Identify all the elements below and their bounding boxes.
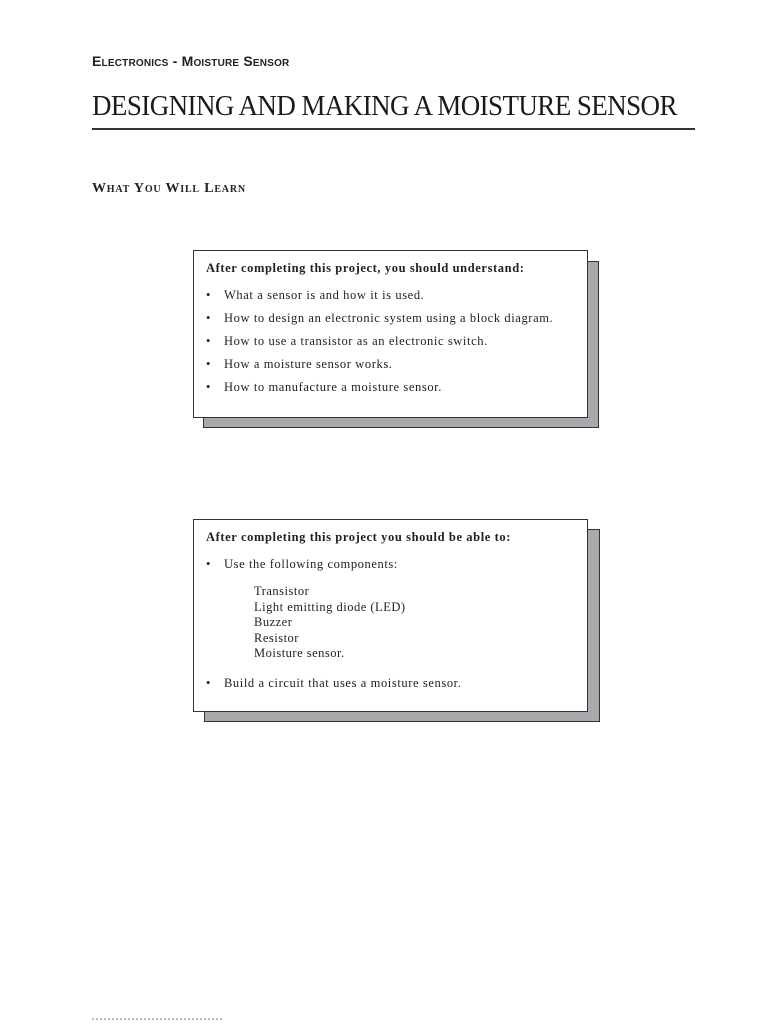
list-item	[206, 357, 577, 372]
list-item	[206, 311, 577, 326]
list-item	[206, 288, 577, 303]
bullet-icon: •	[206, 675, 211, 690]
list-item	[206, 676, 577, 691]
section-heading-what-you-will-learn: What You Will Learn	[92, 181, 246, 196]
list-item-text: What a sensor is and how it is used.	[224, 288, 425, 302]
footer-cutoff-text	[92, 1018, 222, 1024]
box-understand-title: After completing this project, you should understand:	[206, 261, 525, 275]
list-item-text: How a moisture sensor works.	[224, 357, 393, 371]
able-list-2	[206, 676, 577, 691]
component-item: Buzzer	[254, 615, 293, 630]
list-item	[206, 557, 577, 572]
bullet-icon: •	[206, 288, 211, 302]
page-title: DESIGNING AND MAKING A MOISTURE SENSOR	[92, 90, 677, 122]
list-item-text: Use the following components:	[224, 557, 398, 571]
list-item	[206, 380, 577, 395]
component-item: Resistor	[254, 630, 299, 645]
box-able	[193, 519, 588, 712]
bullet-icon: •	[206, 311, 211, 325]
list-item	[206, 334, 577, 349]
component-item: Transistor	[254, 584, 310, 598]
bullet-icon: •	[206, 557, 211, 571]
bullet-icon: •	[206, 334, 211, 348]
components-list	[254, 584, 577, 662]
component-item: Light emitting diode (LED)	[254, 599, 406, 614]
page-header-breadcrumb: Electronics - Moisture Sensor	[92, 53, 290, 69]
title-divider	[92, 128, 695, 130]
bullet-icon: •	[206, 380, 211, 394]
list-item-text: How to manufacture a moisture sensor.	[224, 380, 442, 394]
list-item-text: How to design an electronic system using a block diagram.	[224, 311, 554, 325]
box-able-title: After completing this project you should be able to:	[206, 530, 512, 544]
box-understand	[193, 250, 588, 418]
understand-list	[206, 288, 577, 395]
able-list	[206, 557, 577, 572]
bullet-icon: •	[206, 357, 211, 371]
list-item-text: How to use a transistor as an electronic switch.	[224, 334, 488, 348]
component-item: Moisture sensor.	[254, 646, 345, 661]
list-item-text: Build a circuit that uses a moisture sensor.	[224, 675, 462, 690]
